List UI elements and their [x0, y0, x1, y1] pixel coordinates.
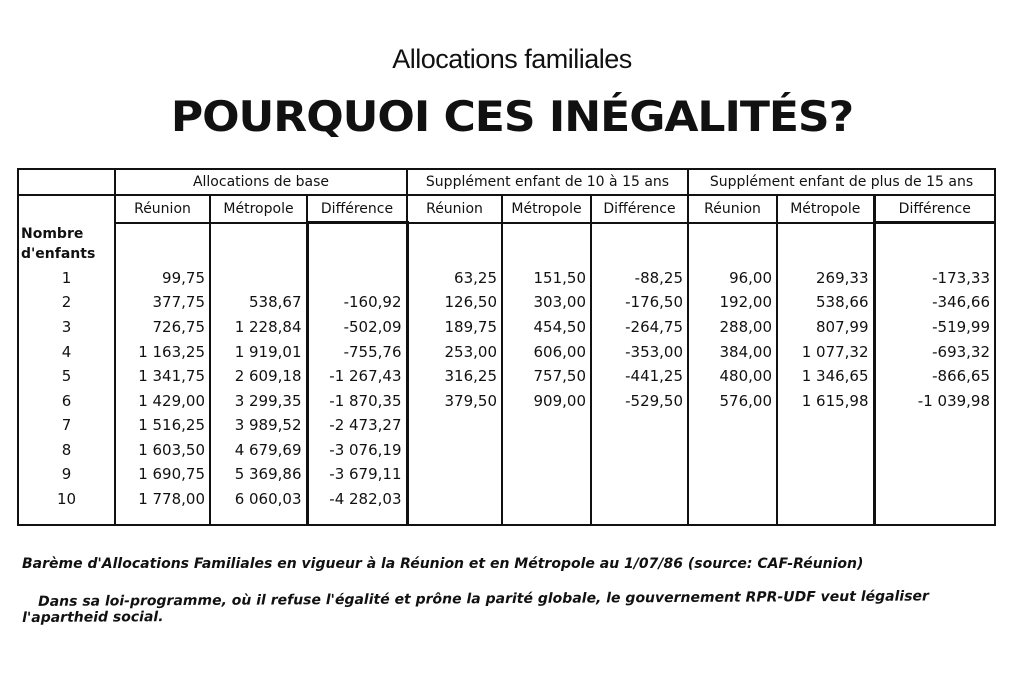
cell-base-reunion: 377,75: [115, 290, 210, 315]
cell-s15-difference: -173,33: [874, 266, 995, 291]
group-header-10-15: Supplément enfant de 10 à 15 ans: [407, 169, 688, 195]
cell-base-difference: [307, 266, 407, 291]
cell-s15-metropole: [777, 462, 874, 487]
cell-s10-reunion: [407, 437, 502, 462]
table-row: [18, 413, 995, 438]
cell-s15-metropole: 807,99: [777, 315, 874, 340]
cell-base-difference: -4 282,03: [307, 487, 407, 512]
cell-s10-reunion: [407, 413, 502, 438]
child-count-label: 5: [61, 367, 72, 386]
cell-base-metropole: 538,67: [210, 290, 307, 315]
col-header-reunion: Réunion: [407, 195, 502, 223]
row-header-spacer: [18, 195, 115, 223]
child-count-label: 10: [56, 489, 77, 508]
table-row: [18, 339, 995, 364]
cell-s10-metropole: [502, 487, 591, 512]
cell-s10-metropole: 151,50: [502, 266, 591, 291]
cell-child-count: [18, 487, 115, 512]
cell-s10-reunion: 316,25: [407, 364, 502, 389]
child-count-label: 4: [61, 342, 72, 361]
col-header-difference: Différence: [591, 195, 688, 223]
cell-child-count: [18, 437, 115, 462]
article-headline: POURQUOI CES INÉGALITÉS?: [170, 92, 854, 141]
article-comment: Dans sa loi-programme, où il refuse l'égalité et prône la parité globale, le gouvernement RPR-UDF veut légaliser l'apartheid social.: [22, 588, 929, 626]
cell-s10-difference: -441,25: [591, 364, 688, 389]
col-header-metropole: Métropole: [210, 195, 307, 223]
cell-s15-metropole: 1 077,32: [777, 339, 874, 364]
cell-s10-reunion: [407, 487, 502, 512]
cell-s15-difference: [874, 487, 995, 512]
cell-base-reunion: 1 429,00: [115, 388, 210, 413]
cell-child-count: [18, 290, 115, 315]
col-header-metropole: Métropole: [502, 195, 591, 223]
cell-s15-metropole: 1 346,65: [777, 364, 874, 389]
cell-s10-difference: -353,00: [591, 339, 688, 364]
cell-s15-metropole: [777, 413, 874, 438]
cell-base-metropole: 5 369,86: [210, 462, 307, 487]
cell-base-metropole: 4 679,69: [210, 437, 307, 462]
cell-base-reunion: 1 341,75: [115, 364, 210, 389]
group-header-base: Allocations de base: [115, 169, 407, 195]
cell-s15-reunion: 192,00: [688, 290, 777, 315]
row-header-label: Nombre d'enfants: [18, 223, 115, 266]
cell-base-difference: -3 076,19: [307, 437, 407, 462]
cell-s15-metropole: 1 615,98: [777, 388, 874, 413]
cell-base-difference: -3 679,11: [307, 462, 407, 487]
cell-s10-metropole: 303,00: [502, 290, 591, 315]
cell-s10-metropole: 606,00: [502, 339, 591, 364]
cell-s15-difference: -519,99: [874, 315, 995, 340]
cell-s10-difference: [591, 437, 688, 462]
cell-s15-difference: -866,65: [874, 364, 995, 389]
table-row: [18, 266, 995, 291]
cell-s15-reunion: [688, 413, 777, 438]
cell-base-difference: -2 473,27: [307, 413, 407, 438]
cell-s10-difference: [591, 487, 688, 512]
cell-s10-metropole: [502, 413, 591, 438]
col-header-metropole: Métropole: [777, 195, 874, 223]
cell-s10-difference: [591, 462, 688, 487]
cell-s10-metropole: 757,50: [502, 364, 591, 389]
cell-s10-reunion: 379,50: [407, 388, 502, 413]
cell-base-metropole: 6 060,03: [210, 487, 307, 512]
table-row: [18, 364, 995, 389]
table-row: [18, 290, 995, 315]
cell-base-metropole: 1 228,84: [210, 315, 307, 340]
table-row: [18, 487, 995, 512]
child-count-label: 3: [61, 317, 72, 336]
cell-s15-reunion: 96,00: [688, 266, 777, 291]
cell-s15-difference: [874, 462, 995, 487]
child-count-label: 8: [61, 440, 72, 459]
cell-s15-metropole: [777, 487, 874, 512]
cell-s10-metropole: [502, 437, 591, 462]
cell-s10-reunion: [407, 462, 502, 487]
cell-s10-reunion: 189,75: [407, 315, 502, 340]
cell-base-difference: -502,09: [307, 315, 407, 340]
cell-base-difference: -755,76: [307, 339, 407, 364]
cell-s15-reunion: 288,00: [688, 315, 777, 340]
table-row: [18, 437, 995, 462]
col-header-difference: Différence: [874, 195, 995, 223]
table-caption: Barème d'Allocations Familiales en vigueur à la Réunion et en Métropole au 1/07/86 (source: CAF-Réunion): [22, 556, 864, 572]
cell-child-count: [18, 339, 115, 364]
col-header-reunion: Réunion: [115, 195, 210, 223]
cell-base-reunion: 726,75: [115, 315, 210, 340]
cell-s15-difference: -693,32: [874, 339, 995, 364]
cell-s10-difference: [591, 413, 688, 438]
cell-base-reunion: 1 516,25: [115, 413, 210, 438]
cell-base-metropole: [210, 266, 307, 291]
cell-base-metropole: 3 299,35: [210, 388, 307, 413]
cell-s15-reunion: [688, 487, 777, 512]
cell-base-reunion: 1 163,25: [115, 339, 210, 364]
cell-s15-metropole: [777, 437, 874, 462]
cell-base-difference: -1 870,35: [307, 388, 407, 413]
cell-child-count: [18, 462, 115, 487]
col-header-difference: Différence: [307, 195, 407, 223]
cell-s10-difference: -529,50: [591, 388, 688, 413]
table-row: [18, 462, 995, 487]
cell-s10-metropole: 909,00: [502, 388, 591, 413]
cell-base-reunion: 99,75: [115, 266, 210, 291]
table-row: [18, 315, 995, 340]
cell-s10-reunion: 126,50: [407, 290, 502, 315]
cell-base-metropole: 2 609,18: [210, 364, 307, 389]
cell-s15-difference: -346,66: [874, 290, 995, 315]
cell-child-count: [18, 388, 115, 413]
cell-base-reunion: 1 603,50: [115, 437, 210, 462]
cell-base-reunion: 1 690,75: [115, 462, 210, 487]
cell-s15-reunion: 480,00: [688, 364, 777, 389]
cell-child-count: [18, 315, 115, 340]
cell-s15-metropole: 538,66: [777, 290, 874, 315]
col-header-reunion: Réunion: [688, 195, 777, 223]
cell-s15-difference: [874, 413, 995, 438]
allowance-table: [17, 168, 996, 526]
cell-base-reunion: 1 778,00: [115, 487, 210, 512]
cell-s10-metropole: 454,50: [502, 315, 591, 340]
cell-s10-reunion: 63,25: [407, 266, 502, 291]
article-kicker: Allocations familiales: [392, 44, 632, 74]
cell-child-count: [18, 364, 115, 389]
group-header-15-plus: Supplément enfant de plus de 15 ans: [688, 169, 995, 195]
cell-s15-reunion: [688, 462, 777, 487]
cell-s15-difference: [874, 437, 995, 462]
cell-child-count: [18, 266, 115, 291]
cell-s15-reunion: 576,00: [688, 388, 777, 413]
cell-base-difference: -160,92: [307, 290, 407, 315]
corner-cell: [18, 169, 115, 195]
cell-base-metropole: 1 919,01: [210, 339, 307, 364]
child-count-label: 2: [61, 293, 72, 312]
cell-base-difference: -1 267,43: [307, 364, 407, 389]
child-count-label: 1: [61, 268, 72, 287]
cell-s10-difference: -264,75: [591, 315, 688, 340]
cell-base-metropole: 3 989,52: [210, 413, 307, 438]
cell-s10-difference: -88,25: [591, 266, 688, 291]
child-count-label: 7: [61, 416, 72, 435]
cell-s10-difference: -176,50: [591, 290, 688, 315]
cell-s10-metropole: [502, 462, 591, 487]
child-count-label: 9: [61, 465, 72, 484]
cell-s10-reunion: 253,00: [407, 339, 502, 364]
cell-s15-difference: -1 039,98: [874, 388, 995, 413]
cell-s15-reunion: 384,00: [688, 339, 777, 364]
child-count-label: 6: [61, 391, 72, 410]
cell-s15-metropole: 269,33: [777, 266, 874, 291]
cell-s15-reunion: [688, 437, 777, 462]
cell-child-count: [18, 413, 115, 438]
table-row: [18, 388, 995, 413]
